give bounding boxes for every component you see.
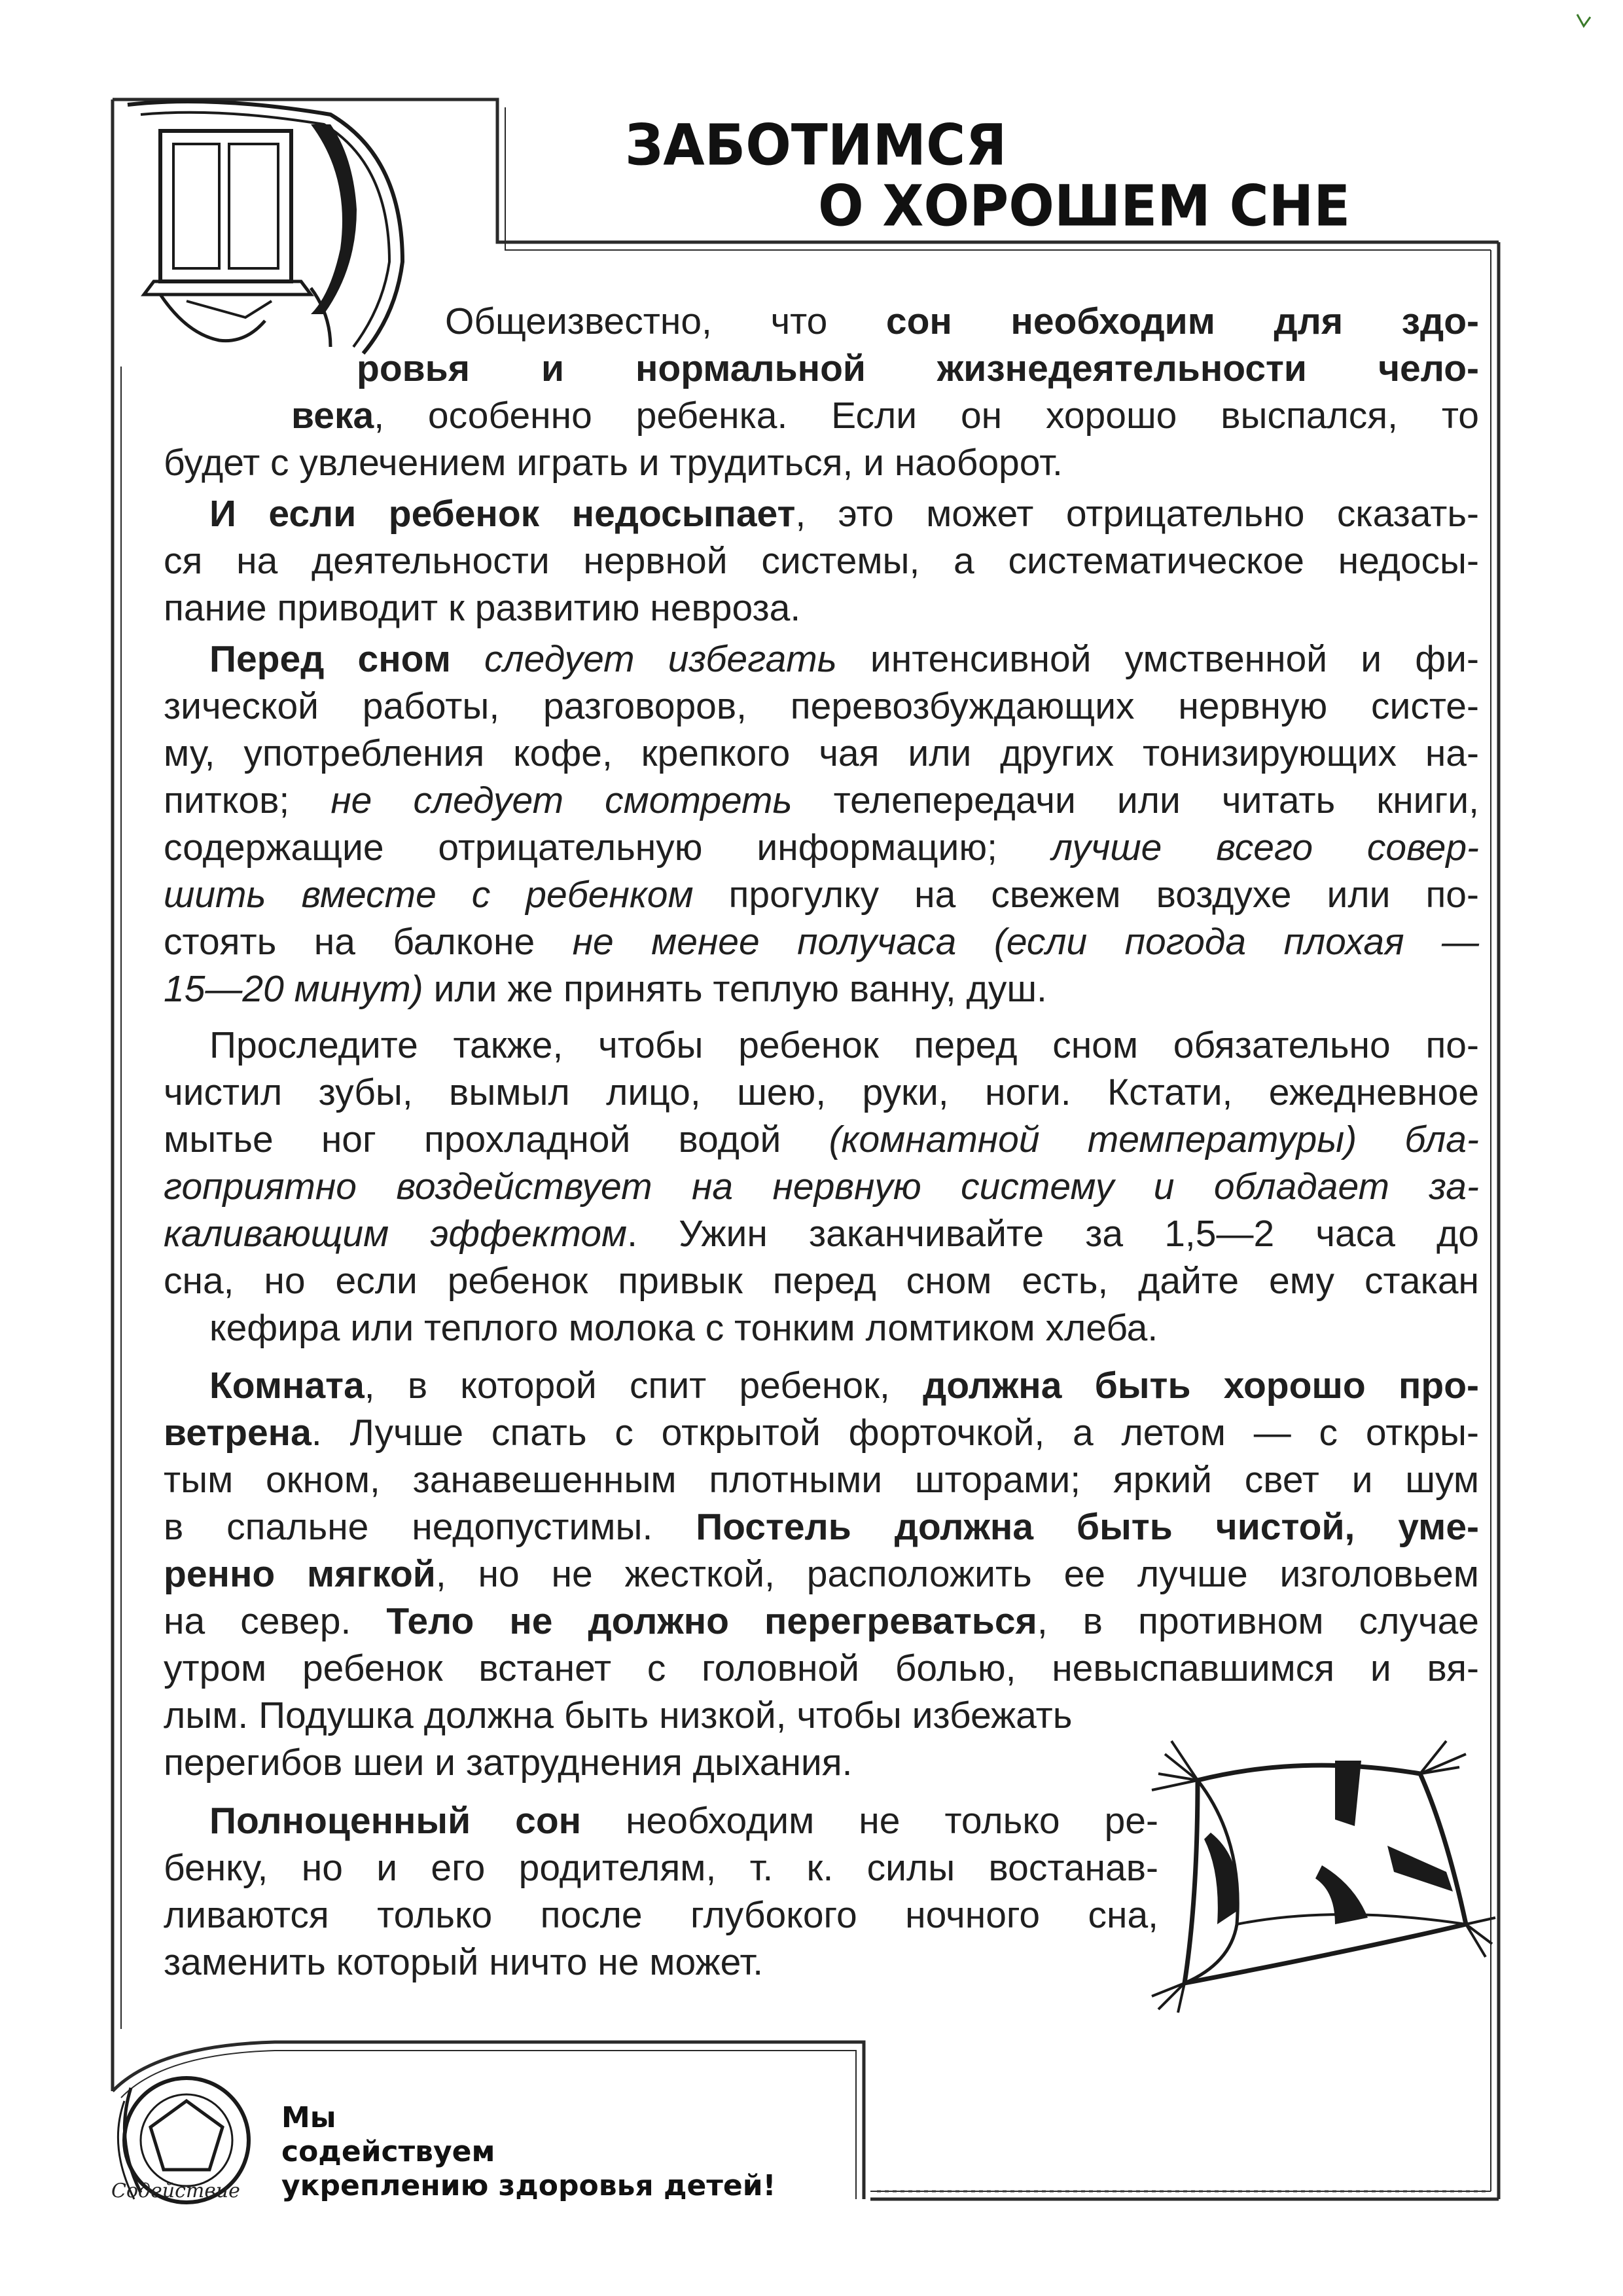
text-line: кефира или теплого молока с тонким ломтиком хлеба. — [209, 1307, 1158, 1349]
text-line: ливаются только после глубокого ночного сна, — [164, 1894, 1158, 1936]
text-line: зической работы, разговоров, перевозбуждающих нервную систе- — [164, 685, 1479, 727]
text-line: му, употребления кофе, крепкого чая или других тонизирующих на- — [164, 732, 1479, 774]
text-line: тым окном, занавешенным плотными шторами; яркий свет и шум — [164, 1459, 1479, 1501]
text-line: ся на деятельности нервной системы, а систематическое недосы- — [164, 540, 1479, 582]
text-line: будет с увлечением играть и трудиться, и наоборот. — [164, 442, 1063, 484]
text-line: каливающим эффектом. Ужин заканчивайте за 1,5—2 часа до — [164, 1213, 1479, 1255]
text-line: И если ребенок недосыпает, это может отрицательно сказать- — [209, 493, 1479, 535]
text-line: пание приводит к развитию невроза. — [164, 587, 801, 629]
paragraph-1-cont — [357, 345, 1479, 392]
text-line: чистил зубы, вымыл лицо, шею, руки, ноги. Кстати, ежедневное — [164, 1071, 1479, 1113]
text-line: Комната, в которой спит ребенок, должна быть хорошо про- — [209, 1365, 1480, 1407]
text-line: ренно мягкой, но не жесткой, расположить ее лучше изголовьем — [164, 1553, 1479, 1595]
text-line: содержащие отрицательную информацию; лучше всего совер- — [164, 827, 1479, 869]
paragraph-1 — [445, 298, 1479, 345]
text-line: на север. Тело не должно перегреваться, в противном случае — [164, 1600, 1480, 1642]
text-line: Перед сном следует избегать интенсивной умственной и фи- — [209, 638, 1479, 680]
paragraph-3 — [164, 636, 1479, 1013]
text-line: перегибов шеи и затруднения дыхания. — [164, 1742, 853, 1784]
text-line: 15—20 минут) или же принять теплую ванну, душ. — [164, 968, 1047, 1010]
page-title-line1: ЗАБОТИМСЯ — [625, 113, 1007, 179]
footer-slogan-line: укреплению здоровья детей! — [281, 2169, 776, 2202]
text-line: Полноценный сон необходим не только ре- — [209, 1800, 1158, 1842]
text-line: питков; не следует смотреть телепередачи или читать книги, — [164, 780, 1479, 821]
text-line: Общеизвестно, что сон необходим для здо- — [445, 300, 1479, 342]
footer-slogan — [281, 2101, 776, 2203]
paragraph-5-end — [164, 1692, 1243, 1786]
footer-slogan-line: содействуем — [281, 2135, 495, 2168]
logo-text: Содействие — [111, 2179, 240, 2202]
paragraph-6 — [164, 1797, 1158, 1986]
paragraph-1-end — [164, 439, 1479, 486]
pillow-illustration — [1139, 1728, 1499, 2016]
text-line: сна, но если ребенок привык перед сном есть, дайте ему стакан — [164, 1260, 1479, 1302]
text-line: бенку, но и его родителям, т. к. силы востанав- — [164, 1847, 1158, 1889]
paragraph-1-cont2 — [291, 392, 1479, 439]
text-line: заменить который ничто не может. — [164, 1941, 764, 1983]
text-line: Проследите также, чтобы ребенок перед сном обязательно по- — [209, 1024, 1479, 1066]
text-line: века, особенно ребенка. Если он хорошо выспался, то — [291, 395, 1479, 437]
text-line: мытье ног прохладной водой (комнатной температуры) бла- — [164, 1119, 1479, 1160]
paragraph-4 — [164, 1022, 1479, 1352]
text-line: ровья и нормальной жизнедеятельности чело- — [357, 348, 1479, 389]
text-line: утром ребенок встанет с головной болью, невыспавшимся и вя- — [164, 1647, 1479, 1689]
paragraph-2 — [164, 490, 1479, 632]
window-illustration — [115, 98, 409, 367]
text-line: шить вместе с ребенком прогулку на свежем воздухе или по- — [164, 874, 1479, 916]
page-title-line2: О ХОРОШЕМ СНЕ — [818, 173, 1351, 240]
text-line: стоять на балконе не менее получаса (если погода плохая — — [164, 921, 1479, 963]
text-line: лым. Подушка должна быть низкой, чтобы избежать — [164, 1695, 1073, 1736]
text-line: гоприятно воздействует на нервную систему и обладает за- — [164, 1166, 1479, 1208]
paragraph-5 — [164, 1362, 1479, 1692]
text-line: в спальне недопустимы. Постель должна быть чистой, уме- — [164, 1506, 1480, 1548]
footer-slogan-line: Мы — [281, 2101, 336, 2134]
text-line: ветрена. Лучше спать с открытой форточкой, а летом — с откры- — [164, 1412, 1479, 1454]
